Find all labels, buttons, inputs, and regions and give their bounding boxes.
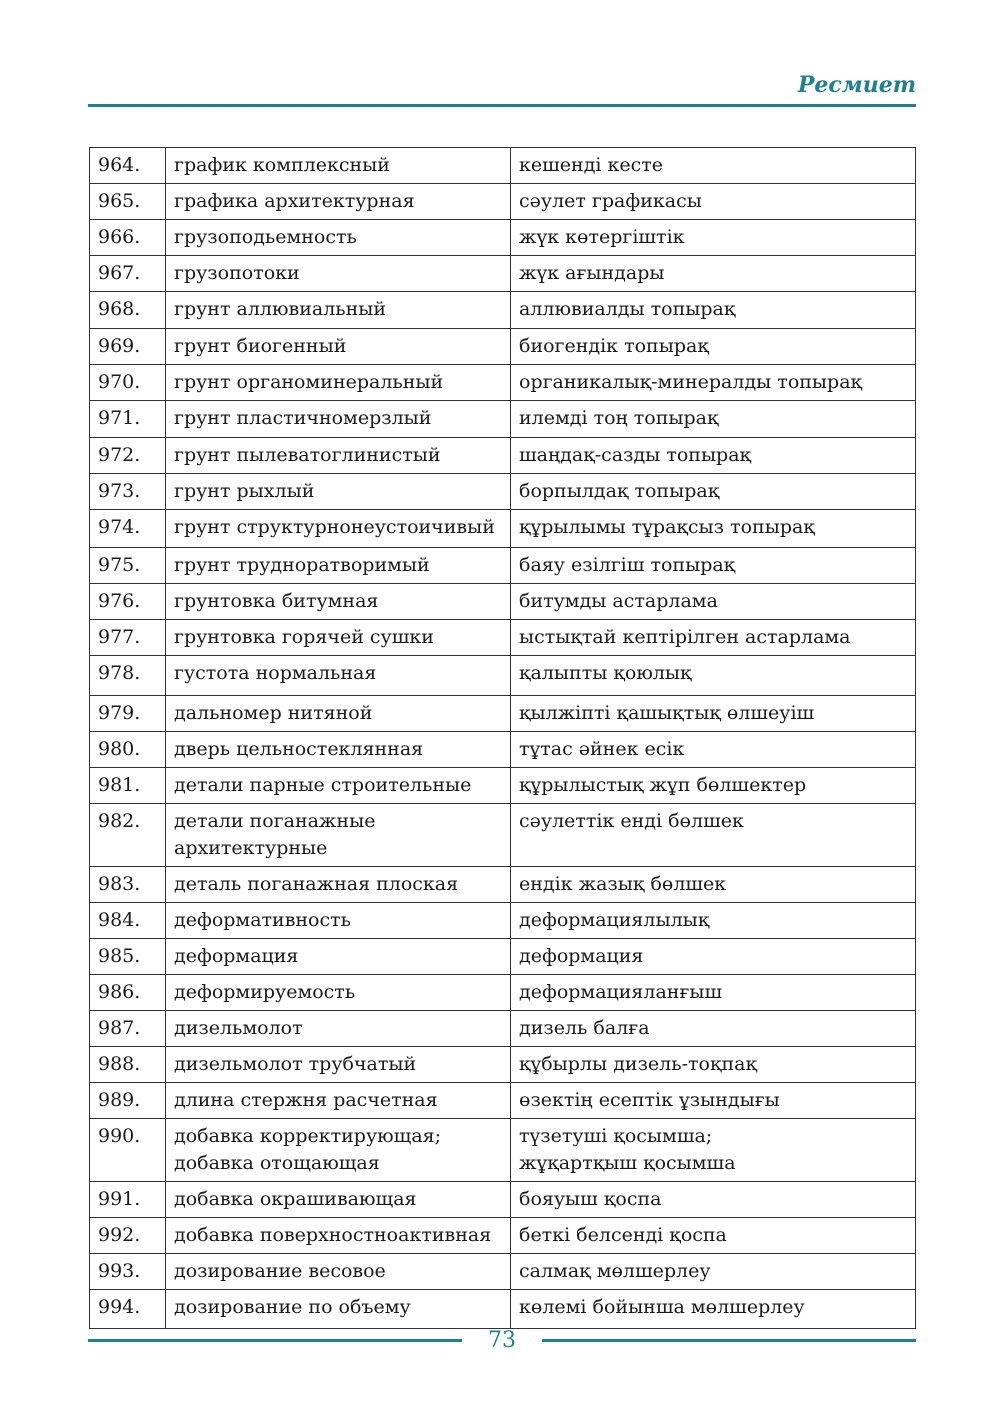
russian-term: дозирование по объему bbox=[166, 1290, 511, 1329]
russian-term: грунт аллювиальный bbox=[166, 292, 511, 329]
kazakh-term: құрылыстық жұп бөлшектер bbox=[511, 768, 916, 804]
entry-number: 971. bbox=[90, 401, 166, 438]
kazakh-term: тұтас әйнек есік bbox=[511, 732, 916, 768]
entry-number: 967. bbox=[90, 256, 166, 292]
table-row bbox=[90, 903, 916, 939]
kazakh-term: ыстықтай кептірілген астарлама bbox=[511, 620, 916, 656]
running-header: Ресмиет bbox=[797, 72, 916, 98]
entry-number: 975. bbox=[90, 548, 166, 584]
kazakh-term: көлемі бойынша мөлшерлеу bbox=[511, 1290, 916, 1329]
kazakh-term: органикалық-минералды топырақ bbox=[511, 365, 916, 401]
entry-number: 986. bbox=[90, 975, 166, 1011]
russian-term: грунтовка горячей сушки bbox=[166, 620, 511, 656]
russian-term: густота нормальная bbox=[166, 656, 511, 696]
entry-number: 972. bbox=[90, 438, 166, 474]
kazakh-term: құбырлы дизель-тоқпақ bbox=[511, 1047, 916, 1083]
entry-number: 966. bbox=[90, 220, 166, 256]
table-row bbox=[90, 804, 916, 867]
kazakh-term: деформациялылық bbox=[511, 903, 916, 939]
kazakh-term: илемді тоң топырақ bbox=[511, 401, 916, 438]
table-row bbox=[90, 656, 916, 696]
page-number: 73 bbox=[488, 1328, 516, 1353]
entry-number: 990. bbox=[90, 1119, 166, 1182]
table-row bbox=[90, 256, 916, 292]
entry-number: 991. bbox=[90, 1182, 166, 1218]
entry-number: 984. bbox=[90, 903, 166, 939]
table-row bbox=[90, 438, 916, 474]
russian-term: детали парные строительные bbox=[166, 768, 511, 804]
kazakh-term: деформация bbox=[511, 939, 916, 975]
russian-term: добавка окрашивающая bbox=[166, 1182, 511, 1218]
russian-term: графика архитектурная bbox=[166, 184, 511, 220]
russian-term: дверь цельностеклянная bbox=[166, 732, 511, 768]
table-row bbox=[90, 1011, 916, 1047]
kazakh-term: қалыпты қоюлық bbox=[511, 656, 916, 696]
russian-term: грунтовка битумная bbox=[166, 584, 511, 620]
table-row bbox=[90, 696, 916, 732]
entry-number: 970. bbox=[90, 365, 166, 401]
kazakh-term: баяу езілгіш топырақ bbox=[511, 548, 916, 584]
russian-term: график комплексный bbox=[166, 148, 511, 184]
russian-term: грунт биогенный bbox=[166, 329, 511, 365]
table-row bbox=[90, 292, 916, 329]
russian-term: дальномер нитяной bbox=[166, 696, 511, 732]
russian-term: детали поганажные архитектурные bbox=[166, 804, 511, 867]
kazakh-term: сәулет графикасы bbox=[511, 184, 916, 220]
table-row bbox=[90, 939, 916, 975]
table-row bbox=[90, 365, 916, 401]
kazakh-term: қылжіпті қашықтық өлшеуіш bbox=[511, 696, 916, 732]
glossary-table bbox=[89, 147, 916, 1329]
table-row bbox=[90, 184, 916, 220]
table-row bbox=[90, 474, 916, 510]
entry-number: 981. bbox=[90, 768, 166, 804]
entry-number: 980. bbox=[90, 732, 166, 768]
kazakh-term: дизель балға bbox=[511, 1011, 916, 1047]
russian-term: добавка поверхностноактивная bbox=[166, 1218, 511, 1254]
russian-term: грунт пластичномерзлый bbox=[166, 401, 511, 438]
table-row bbox=[90, 148, 916, 184]
russian-term: деталь поганажная плоская bbox=[166, 867, 511, 903]
entry-number: 969. bbox=[90, 329, 166, 365]
kazakh-term: деформацияланғыш bbox=[511, 975, 916, 1011]
footer-rule-left bbox=[88, 1339, 462, 1342]
table-row bbox=[90, 548, 916, 584]
kazakh-term: беткі белсенді қоспа bbox=[511, 1218, 916, 1254]
glossary-body bbox=[90, 148, 916, 1329]
entry-number: 992. bbox=[90, 1218, 166, 1254]
table-row bbox=[90, 584, 916, 620]
table-row bbox=[90, 220, 916, 256]
entry-number: 978. bbox=[90, 656, 166, 696]
footer-rule-right bbox=[542, 1339, 916, 1342]
table-row bbox=[90, 1119, 916, 1182]
russian-term: грунт структурнонеустоичивый bbox=[166, 510, 511, 548]
entry-number: 987. bbox=[90, 1011, 166, 1047]
russian-term: грунт пылеватоглинистый bbox=[166, 438, 511, 474]
kazakh-term: жүк ағындары bbox=[511, 256, 916, 292]
table-row bbox=[90, 1083, 916, 1119]
entry-number: 985. bbox=[90, 939, 166, 975]
kazakh-term: түзетуші қосымша; жұқартқыш қосымша bbox=[511, 1119, 916, 1182]
russian-term: дизельмолот bbox=[166, 1011, 511, 1047]
entry-number: 965. bbox=[90, 184, 166, 220]
russian-term: длина стержня расчетная bbox=[166, 1083, 511, 1119]
kazakh-term: жүк көтергіштік bbox=[511, 220, 916, 256]
entry-number: 973. bbox=[90, 474, 166, 510]
kazakh-term: борпылдақ топырақ bbox=[511, 474, 916, 510]
table-row bbox=[90, 975, 916, 1011]
entry-number: 994. bbox=[90, 1290, 166, 1329]
kazakh-term: құрылымы тұрақсыз топырақ bbox=[511, 510, 916, 548]
entry-number: 964. bbox=[90, 148, 166, 184]
entry-number: 976. bbox=[90, 584, 166, 620]
entry-number: 974. bbox=[90, 510, 166, 548]
table-row bbox=[90, 401, 916, 438]
russian-term: грузопотоки bbox=[166, 256, 511, 292]
kazakh-term: шаңдақ-сазды топырақ bbox=[511, 438, 916, 474]
russian-term: грунт трудноратворимый bbox=[166, 548, 511, 584]
table-row bbox=[90, 1182, 916, 1218]
entry-number: 979. bbox=[90, 696, 166, 732]
kazakh-term: өзектің есептік ұзындығы bbox=[511, 1083, 916, 1119]
table-row bbox=[90, 1047, 916, 1083]
russian-term: деформация bbox=[166, 939, 511, 975]
table-row bbox=[90, 510, 916, 548]
table-row bbox=[90, 867, 916, 903]
russian-term: дизельмолот трубчатый bbox=[166, 1047, 511, 1083]
header-rule bbox=[88, 104, 916, 107]
entry-number: 983. bbox=[90, 867, 166, 903]
kazakh-term: бояуыш қоспа bbox=[511, 1182, 916, 1218]
russian-term: грунт органоминеральный bbox=[166, 365, 511, 401]
kazakh-term: сәулеттік енді бөлшек bbox=[511, 804, 916, 867]
kazakh-term: кешенді кесте bbox=[511, 148, 916, 184]
russian-term: дозирование весовое bbox=[166, 1254, 511, 1290]
kazakh-term: ендік жазық бөлшек bbox=[511, 867, 916, 903]
russian-term: деформативность bbox=[166, 903, 511, 939]
russian-term: добавка корректирующая; добавка отощающая bbox=[166, 1119, 511, 1182]
entry-number: 977. bbox=[90, 620, 166, 656]
kazakh-term: салмақ мөлшерлеу bbox=[511, 1254, 916, 1290]
table-row bbox=[90, 1254, 916, 1290]
russian-term: деформируемость bbox=[166, 975, 511, 1011]
entry-number: 989. bbox=[90, 1083, 166, 1119]
kazakh-term: аллювиалды топырақ bbox=[511, 292, 916, 329]
table-row bbox=[90, 732, 916, 768]
entry-number: 968. bbox=[90, 292, 166, 329]
russian-term: грунт рыхлый bbox=[166, 474, 511, 510]
entry-number: 993. bbox=[90, 1254, 166, 1290]
kazakh-term: битумды астарлама bbox=[511, 584, 916, 620]
table-row bbox=[90, 620, 916, 656]
entry-number: 988. bbox=[90, 1047, 166, 1083]
table-row bbox=[90, 1218, 916, 1254]
table-row bbox=[90, 329, 916, 365]
russian-term: грузоподьемность bbox=[166, 220, 511, 256]
entry-number: 982. bbox=[90, 804, 166, 867]
table-row bbox=[90, 1290, 916, 1329]
kazakh-term: биогендік топырақ bbox=[511, 329, 916, 365]
table-row bbox=[90, 768, 916, 804]
